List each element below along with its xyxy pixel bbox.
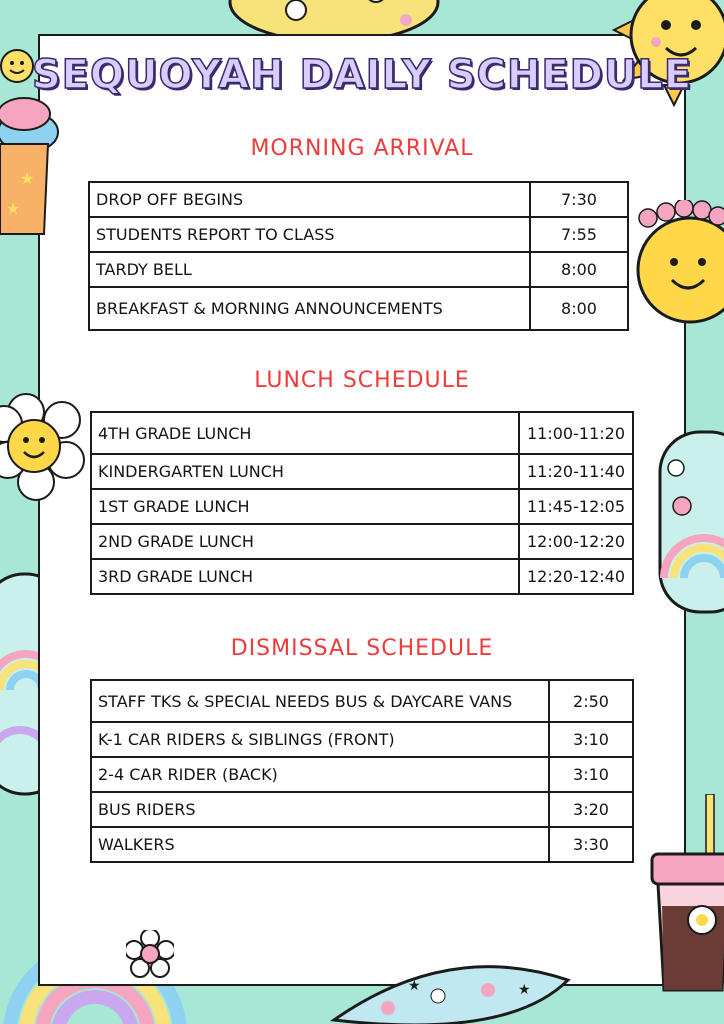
- svg-text:★: ★: [20, 171, 35, 188]
- table-row: [91, 412, 633, 454]
- dismissal-group-label: 2-4 CAR RIDER (BACK): [91, 757, 549, 792]
- smiley-face-icon: [632, 200, 724, 324]
- lunch-grade-label: 2ND GRADE LUNCH: [91, 524, 519, 559]
- table-row: [91, 827, 633, 862]
- rainbow-popsicle-icon: [658, 428, 724, 618]
- dismissal-schedule-heading: DISMISSAL SCHEDULE: [230, 636, 494, 661]
- svg-text:★: ★: [518, 981, 531, 997]
- activity-label: TARDY BELL: [89, 252, 530, 287]
- morning-arrival-heading: MORNING ARRIVAL: [250, 136, 474, 161]
- dismissal-time: 2:50: [549, 680, 633, 722]
- activity-label: BREAKFAST & MORNING ANNOUNCEMENTS: [89, 287, 530, 330]
- dismissal-time: 3:10: [549, 757, 633, 792]
- svg-text:★: ★: [408, 977, 421, 993]
- activity-time: 7:30: [530, 182, 628, 217]
- flower-icon: [126, 930, 174, 978]
- lunch-time: 12:00-12:20: [519, 524, 633, 559]
- activity-label: STUDENTS REPORT TO CLASS: [89, 217, 530, 252]
- table-row: [91, 559, 633, 594]
- lunch-grade-label: 4TH GRADE LUNCH: [91, 412, 519, 454]
- activity-time: 8:00: [530, 252, 628, 287]
- dismissal-group-label: WALKERS: [91, 827, 549, 862]
- table-row: [91, 757, 633, 792]
- dismissal-time: 3:30: [549, 827, 633, 862]
- activity-label: DROP OFF BEGINS: [89, 182, 530, 217]
- table-row: [89, 287, 628, 330]
- dismissal-schedule-table: [90, 679, 634, 863]
- table-row: [91, 680, 633, 722]
- activity-time: 7:55: [530, 217, 628, 252]
- lunch-grade-label: 3RD GRADE LUNCH: [91, 559, 519, 594]
- lunch-schedule-heading: LUNCH SCHEDULE: [254, 368, 470, 393]
- table-row: [91, 454, 633, 489]
- svg-text:★: ★: [6, 201, 21, 218]
- morning-arrival-table: [88, 181, 629, 331]
- table-row: [91, 722, 633, 757]
- dismissal-group-label: BUS RIDERS: [91, 792, 549, 827]
- lunch-schedule-table: [90, 411, 634, 595]
- lunch-grade-label: 1ST GRADE LUNCH: [91, 489, 519, 524]
- activity-time: 8:00: [530, 287, 628, 330]
- dismissal-time: 3:10: [549, 722, 633, 757]
- lunch-time: 11:20-11:40: [519, 454, 633, 489]
- dismissal-group-label: K-1 CAR RIDERS & SIBLINGS (FRONT): [91, 722, 549, 757]
- flower-smiley-icon: [0, 390, 90, 502]
- table-row: [89, 252, 628, 287]
- table-row: [91, 792, 633, 827]
- lunch-time: 12:20-12:40: [519, 559, 633, 594]
- patterned-leaf-icon: [328, 960, 574, 1024]
- drink-cup-icon: [648, 794, 724, 994]
- dismissal-group-label: STAFF TKS & SPECIAL NEEDS BUS & DAYCARE VANS: [91, 680, 549, 722]
- page-title: SEQUOYAH DAILY SCHEDULE: [31, 52, 693, 98]
- table-row: [91, 489, 633, 524]
- dismissal-time: 3:20: [549, 792, 633, 827]
- lunch-time: 11:45-12:05: [519, 489, 633, 524]
- lunch-time: 11:00-11:20: [519, 412, 633, 454]
- table-row: [89, 182, 628, 217]
- table-row: [91, 524, 633, 559]
- lunch-grade-label: KINDERGARTEN LUNCH: [91, 454, 519, 489]
- table-row: [89, 217, 628, 252]
